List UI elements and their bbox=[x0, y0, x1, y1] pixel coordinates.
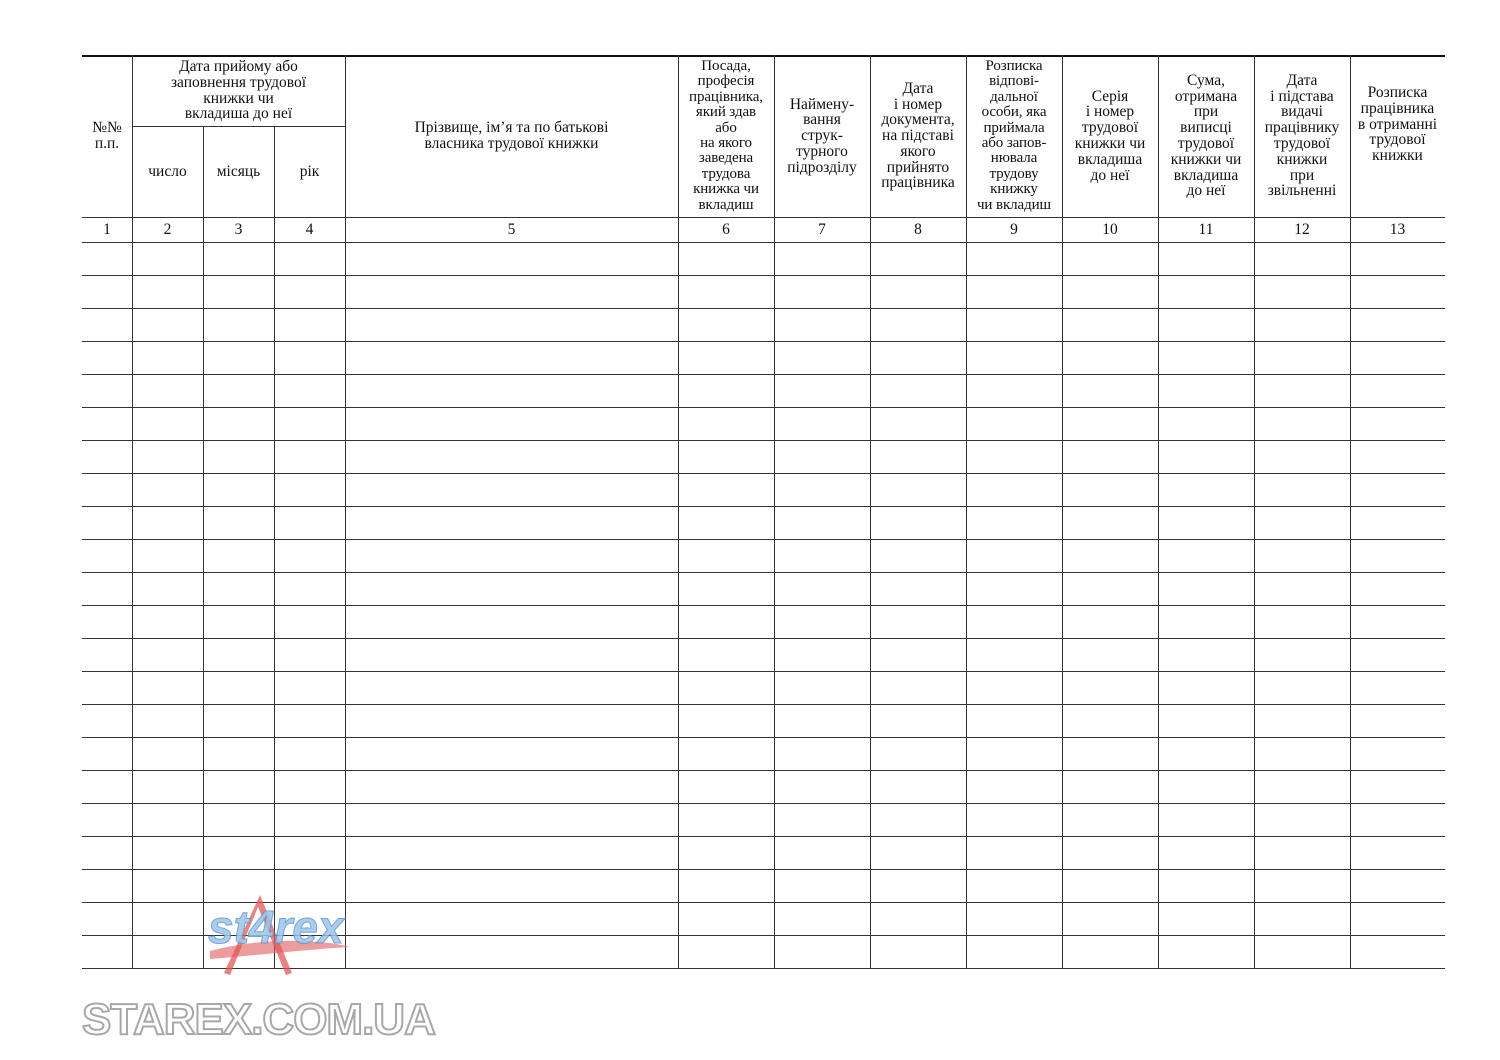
col-divider bbox=[1158, 55, 1159, 968]
header-amount: Сума, отримана при виписці трудової книжки чи вкладиша до неї bbox=[1170, 71, 1242, 200]
header-subdivider bbox=[132, 126, 345, 127]
table-top-rule bbox=[82, 55, 1445, 57]
column-number: 7 bbox=[818, 221, 826, 238]
header-position: Посада, професія працівника, який здав або на якого заведена трудова книжка чи вкладиш bbox=[689, 57, 763, 213]
column-number: 12 bbox=[1294, 221, 1310, 238]
table-row-rule bbox=[82, 671, 1445, 672]
col-divider bbox=[1254, 55, 1255, 968]
header-issue-date: Дата і підстава видачі працівнику трудової книжки при звільненні bbox=[1264, 71, 1340, 200]
starex-logo bbox=[200, 885, 400, 985]
table-row-rule bbox=[82, 341, 1445, 342]
col-divider bbox=[870, 55, 871, 968]
col-divider bbox=[274, 126, 275, 968]
column-number: 13 bbox=[1389, 221, 1406, 238]
column-number: 1 bbox=[103, 221, 111, 238]
header-row-number: №№ п.п. bbox=[92, 119, 122, 152]
column-number: 4 bbox=[305, 221, 314, 238]
table-row-rule bbox=[82, 737, 1445, 738]
table-row-rule bbox=[82, 869, 1445, 870]
table-row-rule bbox=[82, 506, 1445, 507]
header-bottom-rule bbox=[82, 217, 1445, 218]
col-divider bbox=[203, 126, 204, 968]
logo-lettering: st4rex bbox=[208, 901, 344, 953]
table-row-rule bbox=[82, 836, 1445, 837]
col-divider bbox=[132, 55, 133, 968]
table-row-rule bbox=[82, 275, 1445, 276]
column-number: 10 bbox=[1102, 221, 1118, 238]
table-row-rule bbox=[82, 605, 1445, 606]
column-number: 2 bbox=[163, 221, 172, 238]
column-number: 5 bbox=[507, 221, 516, 238]
table-row-rule bbox=[82, 704, 1445, 705]
table-row-rule bbox=[82, 473, 1445, 474]
table-row-rule bbox=[82, 440, 1445, 441]
table-row-rule bbox=[82, 407, 1445, 408]
col-divider bbox=[774, 55, 775, 968]
site-watermark: STAREX.COM.UA bbox=[82, 995, 435, 1044]
header-full-name: Прізвище, ім’я та по батькові власника трудової книжки bbox=[414, 119, 609, 152]
header-department: Наймену- вання струк- турного підрозділу bbox=[787, 95, 857, 176]
column-number: 9 bbox=[1010, 221, 1018, 238]
ledger-table bbox=[82, 55, 1445, 968]
col-divider bbox=[1062, 55, 1063, 968]
table-row-rule bbox=[82, 572, 1445, 573]
header-year: рік bbox=[299, 162, 320, 180]
header-month: місяць bbox=[216, 162, 261, 180]
header-employee-signature: Розписка працівника в отриманні трудової книжки bbox=[1357, 84, 1438, 165]
header-series-number: Серія і номер трудової книжки чи вкладиша до неї bbox=[1074, 87, 1146, 184]
col-divider bbox=[966, 55, 967, 968]
table-row-rule bbox=[82, 308, 1445, 309]
header-date-group: Дата прийому або заповнення трудової книжки чи вкладиша до неї bbox=[170, 57, 307, 123]
header-day: число bbox=[148, 162, 187, 180]
table-row-rule bbox=[82, 770, 1445, 771]
table-row-rule bbox=[82, 374, 1445, 375]
header-document: Дата і номер документа, на підставі якого прийнято працівника bbox=[881, 79, 955, 192]
column-number: 3 bbox=[234, 221, 243, 238]
col-divider bbox=[678, 55, 679, 968]
column-number: 8 bbox=[914, 221, 922, 238]
column-number: 11 bbox=[1198, 221, 1214, 238]
column-number-rule bbox=[82, 242, 1445, 243]
table-row-rule bbox=[82, 803, 1445, 804]
col-divider bbox=[1350, 55, 1351, 968]
table-row-rule bbox=[82, 638, 1445, 639]
header-responsible-signature: Розписка відпові- дальної особи, яка приймала або запов- нювала трудову книжку чи вкладиш bbox=[976, 57, 1052, 213]
column-number: 6 bbox=[722, 221, 730, 238]
table-row-rule bbox=[82, 539, 1445, 540]
col-divider bbox=[345, 55, 346, 968]
